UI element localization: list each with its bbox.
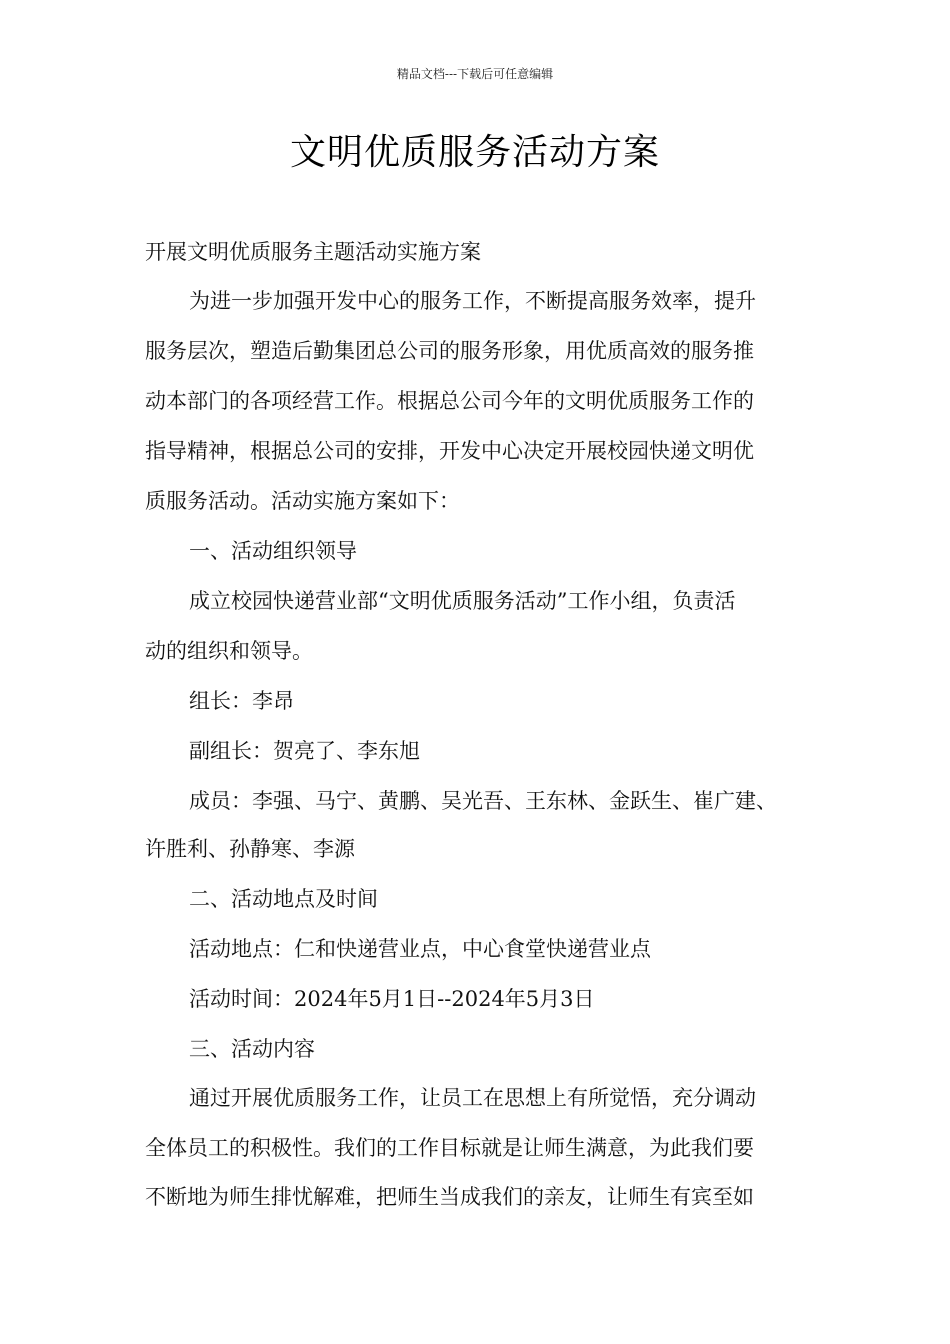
section1-body-line-1: 成立校园快递营业部“文明优质服务活动”工作小组，负责活	[189, 589, 736, 613]
section1-body-line-2: 动的组织和领导。	[145, 639, 313, 663]
section1-leader: 组长：李昂	[189, 689, 294, 713]
document-title: 文明优质服务活动方案	[289, 132, 660, 173]
intro-line-2: 服务层次，塑造后勤集团总公司的服务形象，用优质高效的服务推	[145, 339, 754, 363]
section1-deputy: 副组长：贺亮了、李东旭	[189, 739, 420, 763]
intro-line-3: 动本部门的各项经营工作。根据总公司今年的文明优质服务工作的	[145, 389, 754, 413]
section3-body-line-3: 不断地为师生排忧解难，把师生当成我们的亲友，让师生有宾至如	[145, 1185, 754, 1209]
intro-line-5: 质服务活动。活动实施方案如下：	[145, 489, 460, 513]
section1-members-line-1: 成员：李强、马宁、黄鹏、吴光吾、王东林、金跃生、崔广建、	[189, 789, 777, 813]
section2-time: 活动时间：2024年5月1日--2024年5月3日	[189, 987, 595, 1011]
section3-body-line-1: 通过开展优质服务工作，让员工在思想上有所觉悟，充分调动	[189, 1086, 756, 1110]
section2-heading: 二、活动地点及时间	[189, 887, 378, 911]
section3-heading: 三、活动内容	[189, 1037, 315, 1061]
document-subtitle: 开展文明优质服务主题活动实施方案	[145, 240, 481, 264]
section2-location: 活动地点：仁和快递营业点，中心食堂快递营业点	[189, 937, 651, 961]
intro-line-1: 为进一步加强开发中心的服务工作，不断提高服务效率，提升	[189, 289, 756, 313]
section1-members-line-2: 许胜利、孙静寒、李源	[145, 837, 355, 861]
section3-body-line-2: 全体员工的积极性。我们的工作目标就是让师生满意，为此我们要	[145, 1136, 754, 1160]
header-note: 精品文档---下载后可任意编辑	[396, 67, 554, 81]
intro-line-4: 指导精神，根据总公司的安排，开发中心决定开展校园快递文明优	[145, 439, 754, 463]
section1-heading: 一、活动组织领导	[189, 539, 357, 563]
